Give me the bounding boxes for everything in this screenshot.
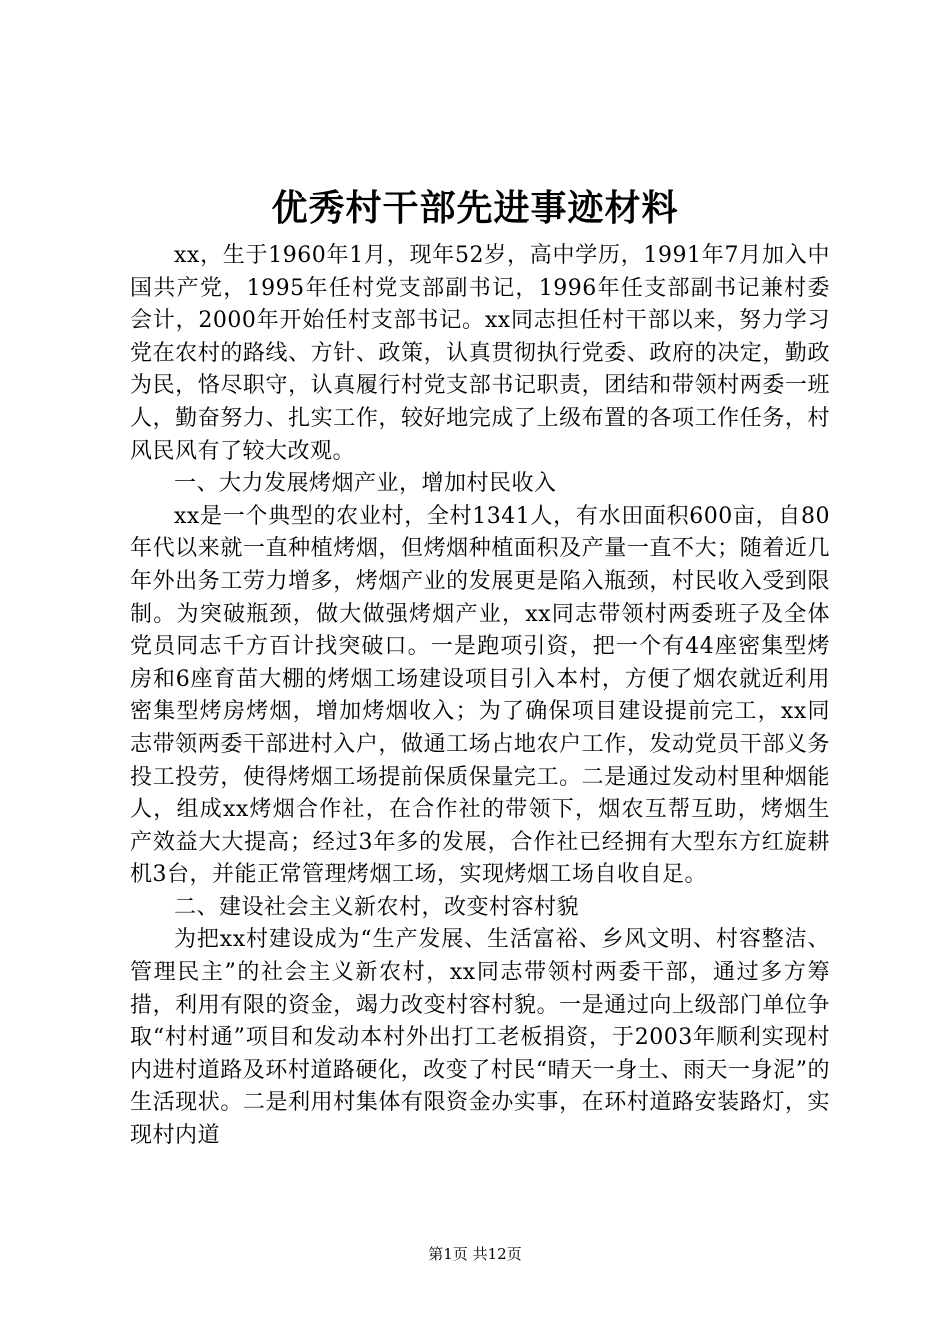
section-heading-2: 二、建设社会主义新农村，改变村容村貌 [174,894,580,920]
paragraph-tobacco: xx是一个典型的农业村，全村1341人，有水田面积600亩，自80年代以来就一直种植烤烟，但烤烟种植面积及产量一直不大；随着近几年外出务工劳力增多，烤烟产业的发展更是陷入瓶颈，村民收入受到限制。为突破瓶颈，做大做强烤烟产业，xx同志带领村两委班子及全体党员同志千方百计找突破口。一是跑项引资，把一个有44座密集型烤房和6座育苗大棚的烤烟工场建设项目引入本村，方便了烟农就近利用密集型烤房烤烟，增加烤烟收入；为了确保项目建设提前完工，xx同志带领两委干部进村入户，做通工场占地农户工作，发动党员干部义务投工投劳，使得烤烟工场提前保质保量完工。二是通过发动村里种烟能人，组成xx烤烟合作社，在合作社的带领下，烟农互帮互助，烤烟生产效益大大提高；经过3年多的发展，合作社已经拥有大型东方红旋耕机3台，并能正常管理烤烟工场，实现烤烟工场自收自足。 [130,503,830,888]
document-title: 优秀村干部先进事迹材料 [271,187,679,229]
section-heading-1: 一、大力发展烤烟产业，增加村民收入 [174,471,557,497]
document-body [130,240,830,1153]
paragraph-new-village: 为把xx村建设成为“生产发展、生活富裕、乡风文明、村容整洁、管理民主”的社会主义新农村，xx同志带领村两委干部，通过多方筹措，利用有限的资金，竭力改变村容村貌。一是通过向上级部门单位争取“村村通”项目和发动本村外出打工老板捐资，于2003年顺利实现村内进村道路及环村道路硬化，改变了村民“晴天一身土、雨天一身泥”的生活现状。二是利用村集体有限资金办实事，在环村道路安装路灯，实现村内道 [130,927,830,1149]
page-footer: 第1页 共12页 [428,1245,522,1263]
paragraph-intro: xx，生于1960年1月，现年52岁，高中学历，1991年7月加入中国共产党，1995年任村党支部副书记，1996年任支部副书记兼村委会计，2000年开始任村支部书记。xx同志担任村干部以来，努力学习党在农村的路线、方针、政策，认真贯彻执行党委、政府的决定，勤政为民，恪尽职守，认真履行村党支部书记职责，团结和带领村两委一班人，勤奋努力、扎实工作，较好地完成了上级布置的各项工作任务，村风民风有了较大改观。 [130,243,830,464]
